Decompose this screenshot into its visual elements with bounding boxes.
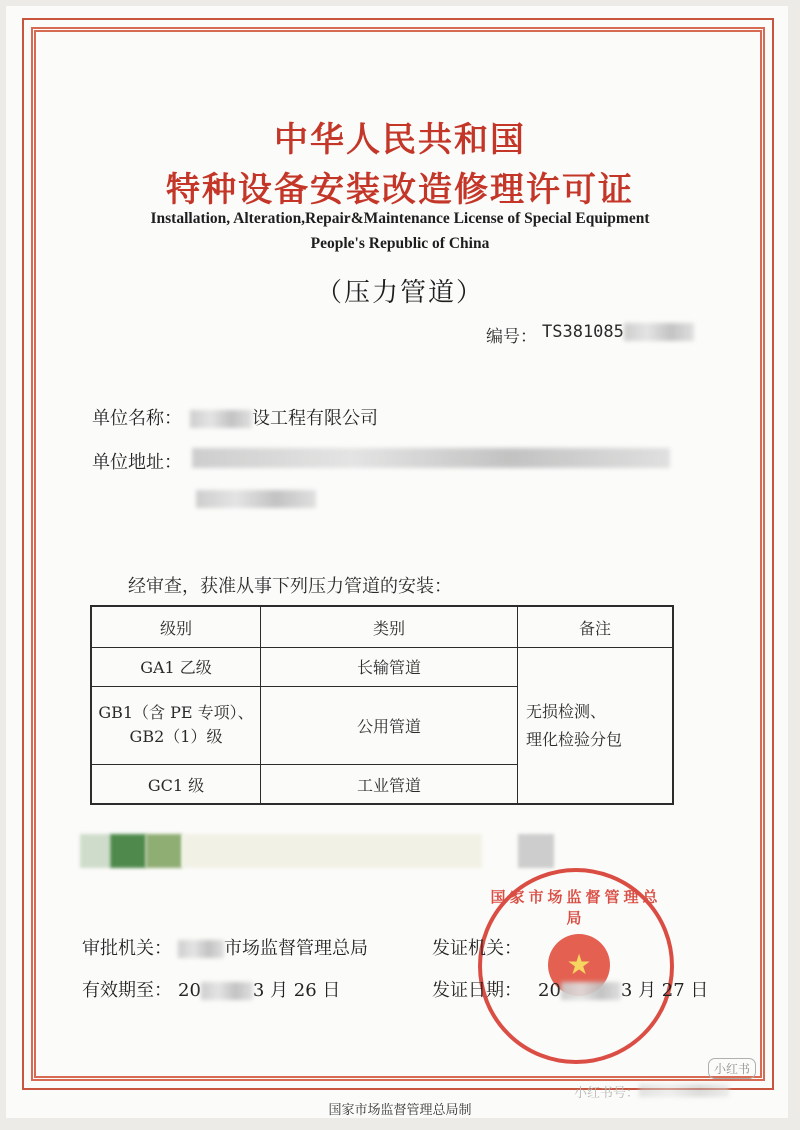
validity-value — [178, 976, 340, 1002]
cell-level-line2: GB2（1）级 — [129, 727, 223, 747]
title-english-line2: People's Republic of China — [310, 235, 490, 252]
title-english-line1: Installation, Alteration,Repair&Maintenance License of Special Equipment — [150, 210, 650, 227]
validity-label: 有效期至： — [82, 980, 172, 1001]
redaction-blur — [639, 1084, 729, 1097]
unit-name-label: 单位名称： — [92, 408, 182, 429]
unit-name-text: 设工程有限公司 — [252, 408, 378, 429]
redaction-blur — [561, 982, 621, 1000]
remark-line2: 理化检验分包 — [526, 729, 623, 749]
footer-issuer: 国家市场监督管理总局制 — [328, 1103, 472, 1118]
redaction-blur — [190, 410, 252, 428]
cell-level-line1: GB1（含 PE 专项）、 — [98, 703, 254, 723]
cell-category: 长输管道 — [261, 648, 518, 687]
license-number-label: 编号： — [486, 327, 537, 347]
redaction-blur — [196, 490, 316, 508]
seal-text: 国家市场监督管理总局 — [490, 888, 662, 927]
watermark-label: 小红书号： — [574, 1086, 640, 1101]
redacted-mosaic — [518, 834, 554, 868]
header-remarks: 备注 — [518, 606, 674, 648]
unit-address-label: 单位地址： — [92, 452, 182, 473]
approval-table — [90, 605, 674, 805]
table-row — [91, 648, 673, 687]
redaction-blur — [201, 982, 253, 1000]
approving-authority-text: 市场监督管理总局 — [224, 938, 368, 959]
unit-address-redacted — [192, 448, 670, 472]
cell-level: GA1 乙级 — [91, 648, 261, 687]
approval-intro: 经审查，获准从事下列压力管道的安装： — [128, 576, 452, 597]
validity-date-suffix: 3 月 26 日 — [252, 980, 341, 1001]
cell-category: 工业管道 — [261, 765, 518, 804]
unit-name-value — [190, 404, 378, 430]
issue-date-label: 发证日期： — [432, 980, 522, 1001]
issue-date-suffix: 3 月 27 日 — [620, 980, 709, 1001]
header-level: 级别 — [91, 606, 261, 648]
official-seal — [478, 868, 674, 1064]
license-number-value — [542, 322, 694, 342]
redaction-blur — [178, 940, 224, 958]
license-number-text: TS381085 — [542, 322, 624, 342]
approving-authority-value — [178, 934, 368, 960]
subtitle-pressure-piping: （压力管道） — [315, 278, 484, 308]
redaction-blur — [192, 448, 670, 468]
issue-year-prefix: 20 — [538, 980, 561, 1001]
watermark-logo: 小红书 — [708, 1058, 756, 1079]
title-country: 中华人民共和国 — [274, 120, 526, 160]
issuing-authority-label: 发证机关： — [432, 938, 522, 959]
cell-remarks — [518, 648, 674, 805]
title-license: 特种设备安装改造修理许可证 — [166, 170, 634, 210]
unit-address-line2-redacted — [196, 490, 316, 512]
cell-level — [91, 686, 261, 765]
remark-line1: 无损检测、 — [526, 701, 607, 721]
redacted-mosaic — [80, 834, 482, 868]
redaction-blur — [624, 323, 694, 341]
national-emblem-icon: ★ — [548, 934, 610, 996]
cell-category: 公用管道 — [261, 686, 518, 765]
header-category: 类别 — [261, 606, 518, 648]
validity-year-prefix: 20 — [178, 980, 201, 1001]
cell-level: GC1 级 — [91, 765, 261, 804]
issue-date-value — [538, 976, 708, 1002]
table-header-row — [91, 606, 673, 648]
approving-authority-label: 审批机关： — [82, 938, 172, 959]
